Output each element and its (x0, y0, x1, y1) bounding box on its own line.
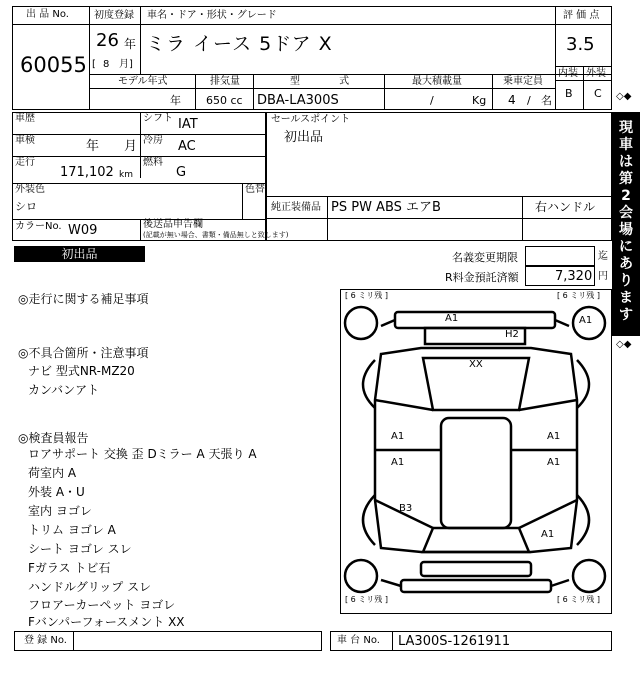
fuel: G (176, 165, 187, 180)
inspector-item: 室内 ヨゴレ (28, 504, 92, 518)
damage-mark: A1 (547, 457, 561, 468)
first-reg-year: 26 (96, 30, 119, 51)
displacement: 650 cc (206, 94, 243, 107)
driving-title: ◎走行に関する補足事項 (18, 292, 149, 306)
inspector-item: ロアサポート 交換 歪 Dミラー A 天張り A (28, 447, 257, 461)
model-year-label: モデル年式 (118, 76, 168, 87)
divider (392, 631, 393, 651)
front-bumper-shape (421, 562, 531, 576)
inspector-item: 荷室内 A (28, 466, 77, 480)
location-text: 現車は第2会場にあります (619, 120, 633, 323)
first-reg-year-unit: 年 (124, 37, 137, 51)
score: 3.5 (566, 34, 595, 55)
color-no-label: カラーNo. (15, 221, 62, 232)
model-label: 型 式 (290, 76, 368, 87)
tire-tread-label: [ 6 ミリ残 ] (345, 291, 388, 300)
arch-shape (363, 360, 375, 408)
car-name: ミラ イース 5ドア X (146, 33, 333, 55)
divider (327, 196, 328, 241)
lot-no: 60055 (20, 53, 87, 77)
mileage: 171,102 (60, 165, 114, 180)
capacity-sep: / (527, 94, 531, 107)
door-line (519, 400, 577, 410)
damage-diagram (340, 289, 612, 614)
exterior-label: 外装 (586, 68, 606, 79)
divider (12, 183, 266, 184)
inspector-item: Fガラス トビ石 (28, 561, 111, 575)
inspector-item: フロアーカーペット ヨゴレ (28, 598, 176, 612)
divider (89, 88, 555, 89)
divider (583, 66, 584, 110)
tire-tread-label: [ 6 ミリ残 ] (557, 291, 600, 300)
max-load-unit: Kg (472, 94, 487, 107)
chassis-label: 車 台 No. (337, 635, 380, 646)
first-listing-badge: 初出品 (14, 246, 145, 262)
exterior-grade: C (594, 87, 602, 100)
equipment-label: 純正装備品 (271, 202, 321, 213)
inspector-item: 外装 A・U (28, 485, 85, 499)
recycle-unit: 円 (598, 271, 608, 282)
first-reg-month-open: [ (92, 59, 96, 70)
capacity-unit: 名 (541, 94, 552, 107)
bumper-line (555, 320, 569, 326)
first-reg-month: 8 (103, 59, 110, 70)
bumper-line (381, 580, 401, 586)
ext-color-label: 外装色 (15, 184, 45, 195)
damage-mark: A1 (391, 457, 405, 468)
inspector-item: ハンドルグリップ スレ (28, 580, 152, 594)
max-load-label: 最大積載量 (412, 76, 462, 87)
divider (492, 74, 493, 110)
divider (89, 74, 612, 75)
divider (266, 196, 612, 197)
divider (140, 112, 141, 178)
tire-circle (573, 560, 605, 592)
tire-circle (345, 560, 377, 592)
damage-mark: A1 (579, 315, 593, 326)
color-no: W09 (68, 223, 98, 238)
divider (555, 6, 556, 110)
inspection-label: 車検 (15, 135, 35, 146)
inspection-month: 月 (124, 139, 138, 154)
windshield-shape (423, 528, 529, 552)
side-arrow-top: ◇◆ (616, 91, 632, 102)
rear-bumper-shape (395, 312, 555, 328)
bumper-line (381, 320, 395, 326)
arch-shape (363, 495, 375, 545)
roof-shape (441, 418, 511, 528)
front-grille-shape (401, 580, 551, 592)
interior-label: 内装 (558, 68, 578, 79)
car-outline (341, 290, 611, 613)
divider (140, 219, 141, 241)
lot-no-label: 出 品 No. (26, 9, 69, 20)
door-line (519, 500, 577, 528)
inspector-item: シート ヨゴレ スレ (28, 542, 132, 556)
divider (12, 24, 89, 25)
divider (12, 219, 266, 220)
name-change-unit: 迄 (598, 251, 608, 262)
arch-shape (577, 360, 589, 408)
damage-mark: H2 (505, 329, 519, 340)
color-change-label: 色替 (245, 184, 265, 195)
history-label: 車歴 (15, 113, 35, 124)
damage-mark: A1 (547, 431, 561, 442)
divider (555, 24, 612, 25)
recycle-amount: 7,320 (555, 269, 593, 284)
inspector-item: トリム ヨゴレ A (28, 523, 116, 537)
ac: AC (178, 139, 196, 154)
defect-item: ナビ 型式NR-MZ20 (28, 364, 135, 378)
name-change-label: 名義変更期限 (452, 251, 518, 264)
tire-tread-label: [ 6 ミリ残 ] (345, 595, 388, 604)
ext-color: シロ (15, 200, 37, 213)
divider (73, 631, 74, 651)
divider (195, 74, 196, 110)
max-load-sep: / (430, 94, 434, 107)
bumper-line (551, 580, 569, 586)
tire-circle (345, 307, 377, 339)
location-banner (612, 112, 640, 336)
mileage-label: 走行 (15, 157, 35, 168)
defects-title: ◎不具合箇所・注意事項 (18, 346, 149, 360)
inspection-year: 年 (86, 139, 100, 154)
divider (89, 24, 555, 25)
post-reg-label: 後送品申告欄 (143, 219, 203, 230)
recycle-label: R料金預託済額 (445, 271, 519, 284)
divider (89, 6, 90, 110)
model: DBA-LA300S (257, 93, 339, 108)
interior-grade: B (565, 87, 573, 100)
reg-no-label: 登 録 No. (24, 635, 67, 646)
capacity: 4 (508, 93, 516, 107)
divider (253, 74, 254, 110)
first-reg-label: 初度登録 (94, 10, 134, 21)
first-reg-month-close: 月] (119, 59, 133, 70)
side-arrow-bottom: ◇◆ (616, 339, 632, 350)
shift-label: シフト (143, 113, 173, 124)
tire-tread-label: [ 6 ミリ残 ] (557, 595, 600, 604)
divider (242, 183, 243, 219)
divider (522, 196, 523, 241)
divider (384, 74, 385, 110)
shift: IAT (178, 117, 198, 132)
score-label: 評 価 点 (563, 10, 600, 21)
model-year-unit: 年 (170, 94, 181, 107)
displacement-label: 排気量 (210, 76, 240, 87)
divider (12, 156, 266, 157)
inspector-title: ◎検査員報告 (18, 431, 89, 445)
sales-point-label: セールスポイント (271, 114, 351, 125)
equipment: PS PW ABS エアB (331, 200, 441, 215)
fuel-label: 燃料 (143, 157, 163, 168)
divider (12, 134, 266, 135)
divider (140, 6, 141, 74)
capacity-label: 乗車定員 (503, 76, 543, 87)
damage-mark: XX (469, 359, 483, 370)
handle: 右ハンドル (535, 200, 596, 214)
ac-label: 冷房 (143, 135, 163, 146)
inspector-item: Fバンパーフォースメント XX (28, 615, 185, 629)
name-change-box (525, 246, 595, 266)
divider (266, 218, 612, 219)
arch-shape (577, 495, 589, 545)
defect-item: カンバンアト (28, 383, 100, 397)
damage-mark: B3 (399, 503, 413, 514)
damage-mark: A1 (445, 313, 459, 324)
sales-point: 初出品 (284, 130, 324, 145)
damage-mark: A1 (541, 529, 555, 540)
mileage-unit: km (119, 170, 133, 180)
car-name-label: 車名・ドア・形状・グレード (147, 10, 277, 21)
damage-mark: A1 (391, 431, 405, 442)
chassis-no: LA300S-1261911 (398, 634, 511, 649)
door-line (375, 400, 433, 410)
post-reg-note: (記載が無い場合、書類・備品無しと致します) (143, 231, 289, 239)
